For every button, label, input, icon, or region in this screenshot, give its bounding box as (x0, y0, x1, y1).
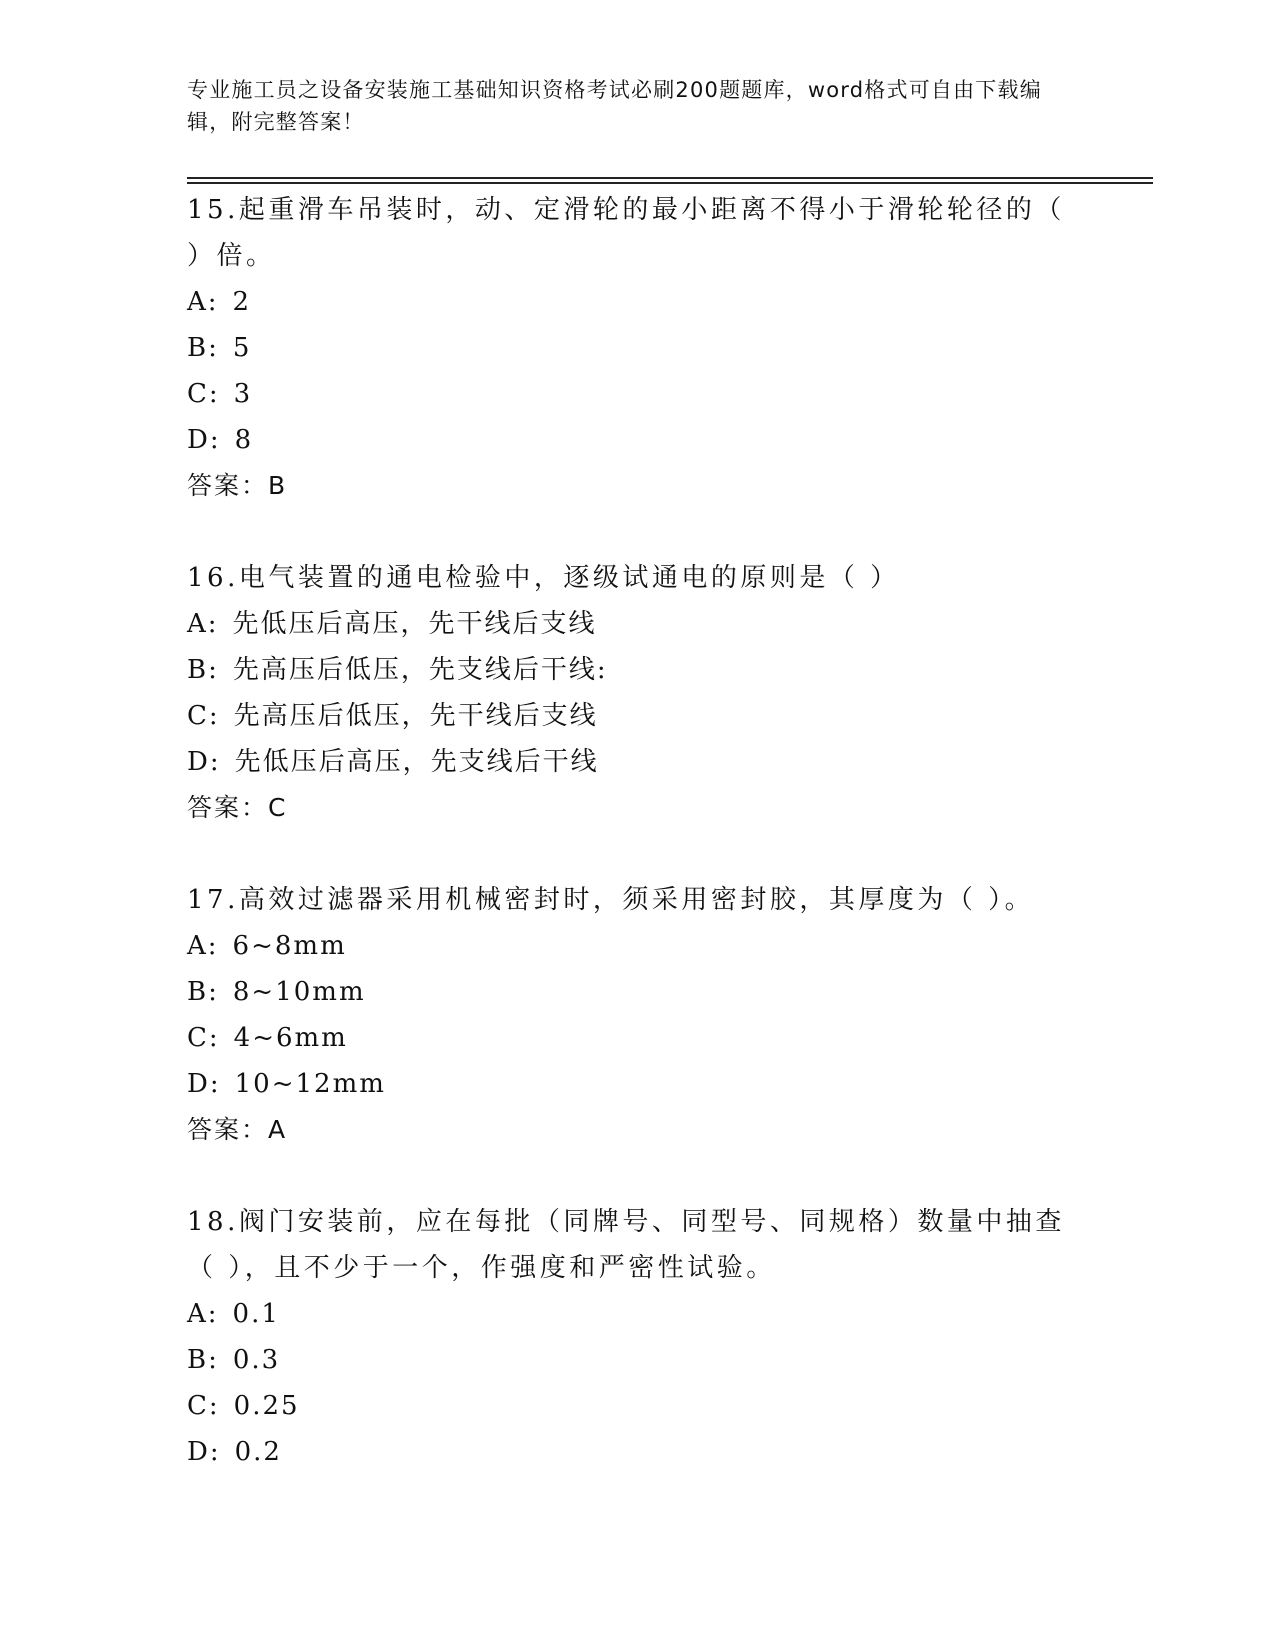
option-a (187, 601, 1087, 647)
option-text: 0.3 (232, 1345, 281, 1375)
option-letter: B: (187, 333, 219, 363)
question-15 (187, 187, 1087, 509)
option-a (187, 923, 1087, 969)
option-text: 先低压后高压，先干线后支线 (232, 609, 597, 639)
option-letter: B: (187, 1345, 219, 1375)
question-17 (187, 877, 1087, 1153)
option-text: 3 (233, 379, 253, 409)
option-d (187, 417, 1087, 463)
option-c (187, 1383, 1087, 1429)
option-text: 0.25 (233, 1391, 300, 1421)
option-text: 5 (232, 333, 252, 363)
option-b (187, 647, 1087, 693)
option-text: 先低压后高压，先支线后干线 (234, 747, 599, 777)
answer-label: 答案：C (187, 793, 288, 822)
document-header-title: 专业施工员之设备安装施工基础知识资格考试必刷200题题库，word格式可自由下载编辑，附完整答案！ (187, 78, 1042, 134)
option-letter: C: (187, 1391, 220, 1421)
option-letter: D: (187, 1437, 221, 1467)
option-text: 6~8mm (232, 931, 347, 961)
option-a (187, 1291, 1087, 1337)
question-stem: 15.起重滑车吊装时，动、定滑轮的最小距离不得小于滑轮轮径的（ ）倍。 (187, 195, 1065, 271)
option-text: 0.1 (232, 1299, 280, 1329)
question-stem: 17.高效过滤器采用机械密封时，须采用密封胶，其厚度为（ ）。 (187, 885, 1035, 915)
option-d (187, 739, 1087, 785)
question-18 (187, 1199, 1087, 1475)
option-letter: B: (187, 655, 219, 685)
option-letter: D: (187, 425, 221, 455)
option-a (187, 279, 1087, 325)
option-b (187, 1337, 1087, 1383)
option-letter: D: (187, 747, 221, 777)
option-c (187, 1015, 1087, 1061)
option-letter: C: (187, 1023, 220, 1053)
option-letter: A: (187, 931, 219, 961)
option-letter: C: (187, 379, 220, 409)
question-list (187, 187, 1087, 1475)
answer-label: 答案：A (187, 1115, 288, 1144)
option-letter: A: (187, 609, 219, 639)
option-b (187, 325, 1087, 371)
option-b (187, 969, 1087, 1015)
option-text: 8 (234, 425, 254, 455)
option-letter: A: (187, 1299, 219, 1329)
option-text: 8~10mm (232, 977, 366, 1007)
question-stem: 16.电气装置的通电检验中，逐级试通电的原则是（ ） (187, 563, 900, 593)
option-d (187, 1429, 1087, 1475)
option-letter: A: (187, 287, 219, 317)
answer-label: 答案：B (187, 471, 288, 500)
option-letter: D: (187, 1069, 221, 1099)
header-rule-top (187, 177, 1153, 179)
option-text: 先高压后低压，先干线后支线 (233, 701, 598, 731)
option-text: 0.2 (234, 1437, 282, 1467)
option-text: 2 (232, 287, 252, 317)
option-d (187, 1061, 1087, 1107)
option-c (187, 693, 1087, 739)
option-text: 先高压后低压，先支线后干线: (232, 655, 608, 685)
option-text: 4~6mm (233, 1023, 348, 1053)
header-rule-bottom (187, 182, 1153, 184)
option-letter: C: (187, 701, 220, 731)
question-stem: 18.阀门安装前，应在每批（同牌号、同型号、同规格）数量中抽查（ ），且不少于一个，作强度和严密性试验。 (187, 1207, 1065, 1283)
option-c (187, 371, 1087, 417)
option-letter: B: (187, 977, 219, 1007)
option-text: 10~12mm (234, 1069, 386, 1099)
question-16 (187, 555, 1087, 831)
